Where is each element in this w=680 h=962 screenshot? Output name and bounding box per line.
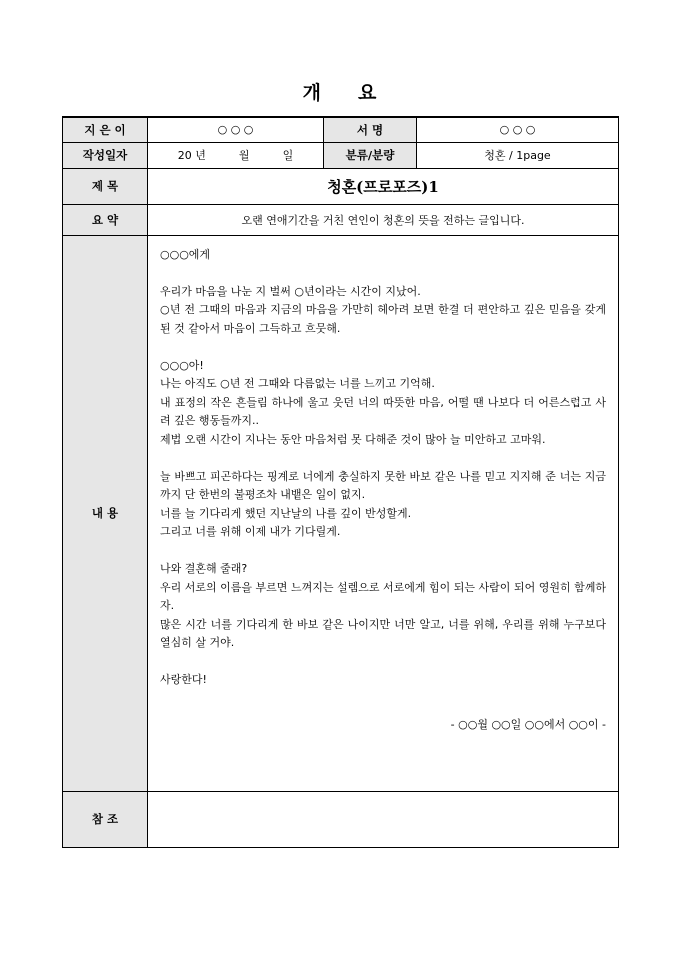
summary-label: 요 약 [63, 204, 148, 235]
para4-line: 많은 시간 너를 기다리게 한 바보 같은 나이지만 너만 알고, 너를 위해, 우리를 위해 누구보다 열심히 살 거야. [160, 617, 606, 649]
reference-value [148, 791, 619, 847]
subject-label: 제 목 [63, 168, 148, 204]
date-month: 월 [238, 149, 250, 162]
signoff: - ○○월 ○○일 ○○에서 ○○이 - [450, 718, 606, 731]
reference-row [63, 791, 619, 847]
summary-value: 오랜 연애기간을 거친 연인이 청혼의 뜻을 전하는 글입니다. [148, 204, 619, 235]
signature-label: 서 명 [324, 117, 417, 142]
subject-row [63, 168, 619, 204]
author-value: ○ ○ ○ [148, 117, 324, 142]
para1-line: ○년 전 그때의 마음과 지금의 마음을 가만히 헤아려 보면 한결 더 편안하고 깊은 믿음을 갖게 된 것 같아서 마음이 그득하고 흐뭇해. [160, 303, 606, 335]
para2-line: 나는 아직도 ○년 전 그때와 다름없는 너를 느끼고 기억해. [160, 377, 435, 390]
para2-line: 내 표정의 작은 흔들림 하나에 울고 웃던 너의 따뜻한 마음, 어떨 땐 나보다 더 어른스럽고 사려 깊은 행동들까지.. [160, 395, 606, 427]
date-value [148, 142, 324, 168]
para1-line: 우리가 마음을 나눈 지 벌써 ○년이라는 시간이 지났어. [160, 284, 421, 298]
summary-row [63, 204, 619, 235]
greeting: ○○○에게 [160, 247, 211, 261]
content-body [148, 235, 619, 791]
category-label: 분류/분량 [324, 142, 417, 168]
date-year: 20 년 [177, 149, 206, 162]
para3-line: 너를 늘 기다리게 했던 지난날의 나를 깊이 반성할게. [160, 506, 412, 520]
page-title-right: 요 [358, 82, 378, 104]
reference-label: 참 조 [63, 791, 148, 847]
content-label: 내 용 [63, 235, 148, 791]
date-row [63, 142, 619, 168]
content-row [63, 235, 619, 791]
date-label: 작성일자 [63, 142, 148, 168]
para4-line: 나와 결혼해 줄래? [160, 562, 248, 575]
para3-line: 그리고 너를 위해 이제 내가 기다릴게. [160, 525, 341, 538]
category-value: 청혼 / 1page [417, 142, 619, 168]
para3-line: 늘 바쁘고 피곤하다는 핑계로 너에게 충실하지 못한 바보 같은 나를 믿고 지지해 준 너는 지금까지 단 한번의 불평조차 내뱉은 일이 없지. [160, 469, 606, 501]
date-day: 일 [282, 149, 294, 162]
page-title [0, 78, 680, 105]
para2-line: ○○○아! [160, 358, 204, 372]
para2-line: 제법 오랜 시간이 지나는 동안 마음처럼 못 다해준 것이 많아 늘 미안하고 고마워. [160, 432, 546, 446]
author-row [63, 117, 619, 142]
signature-value: ○ ○ ○ [417, 117, 619, 142]
closing: 사랑한다! [160, 673, 207, 686]
subject-value: 청혼(프로포즈)1 [148, 168, 619, 204]
para4-line: 우리 서로의 이름을 부르면 느껴지는 설렘으로 서로에게 힘이 되는 사람이 되어 영원히 함께하자. [160, 580, 606, 612]
overview-table [62, 116, 619, 848]
author-label: 지 은 이 [63, 117, 148, 142]
page-title-left: 개 [302, 82, 322, 104]
